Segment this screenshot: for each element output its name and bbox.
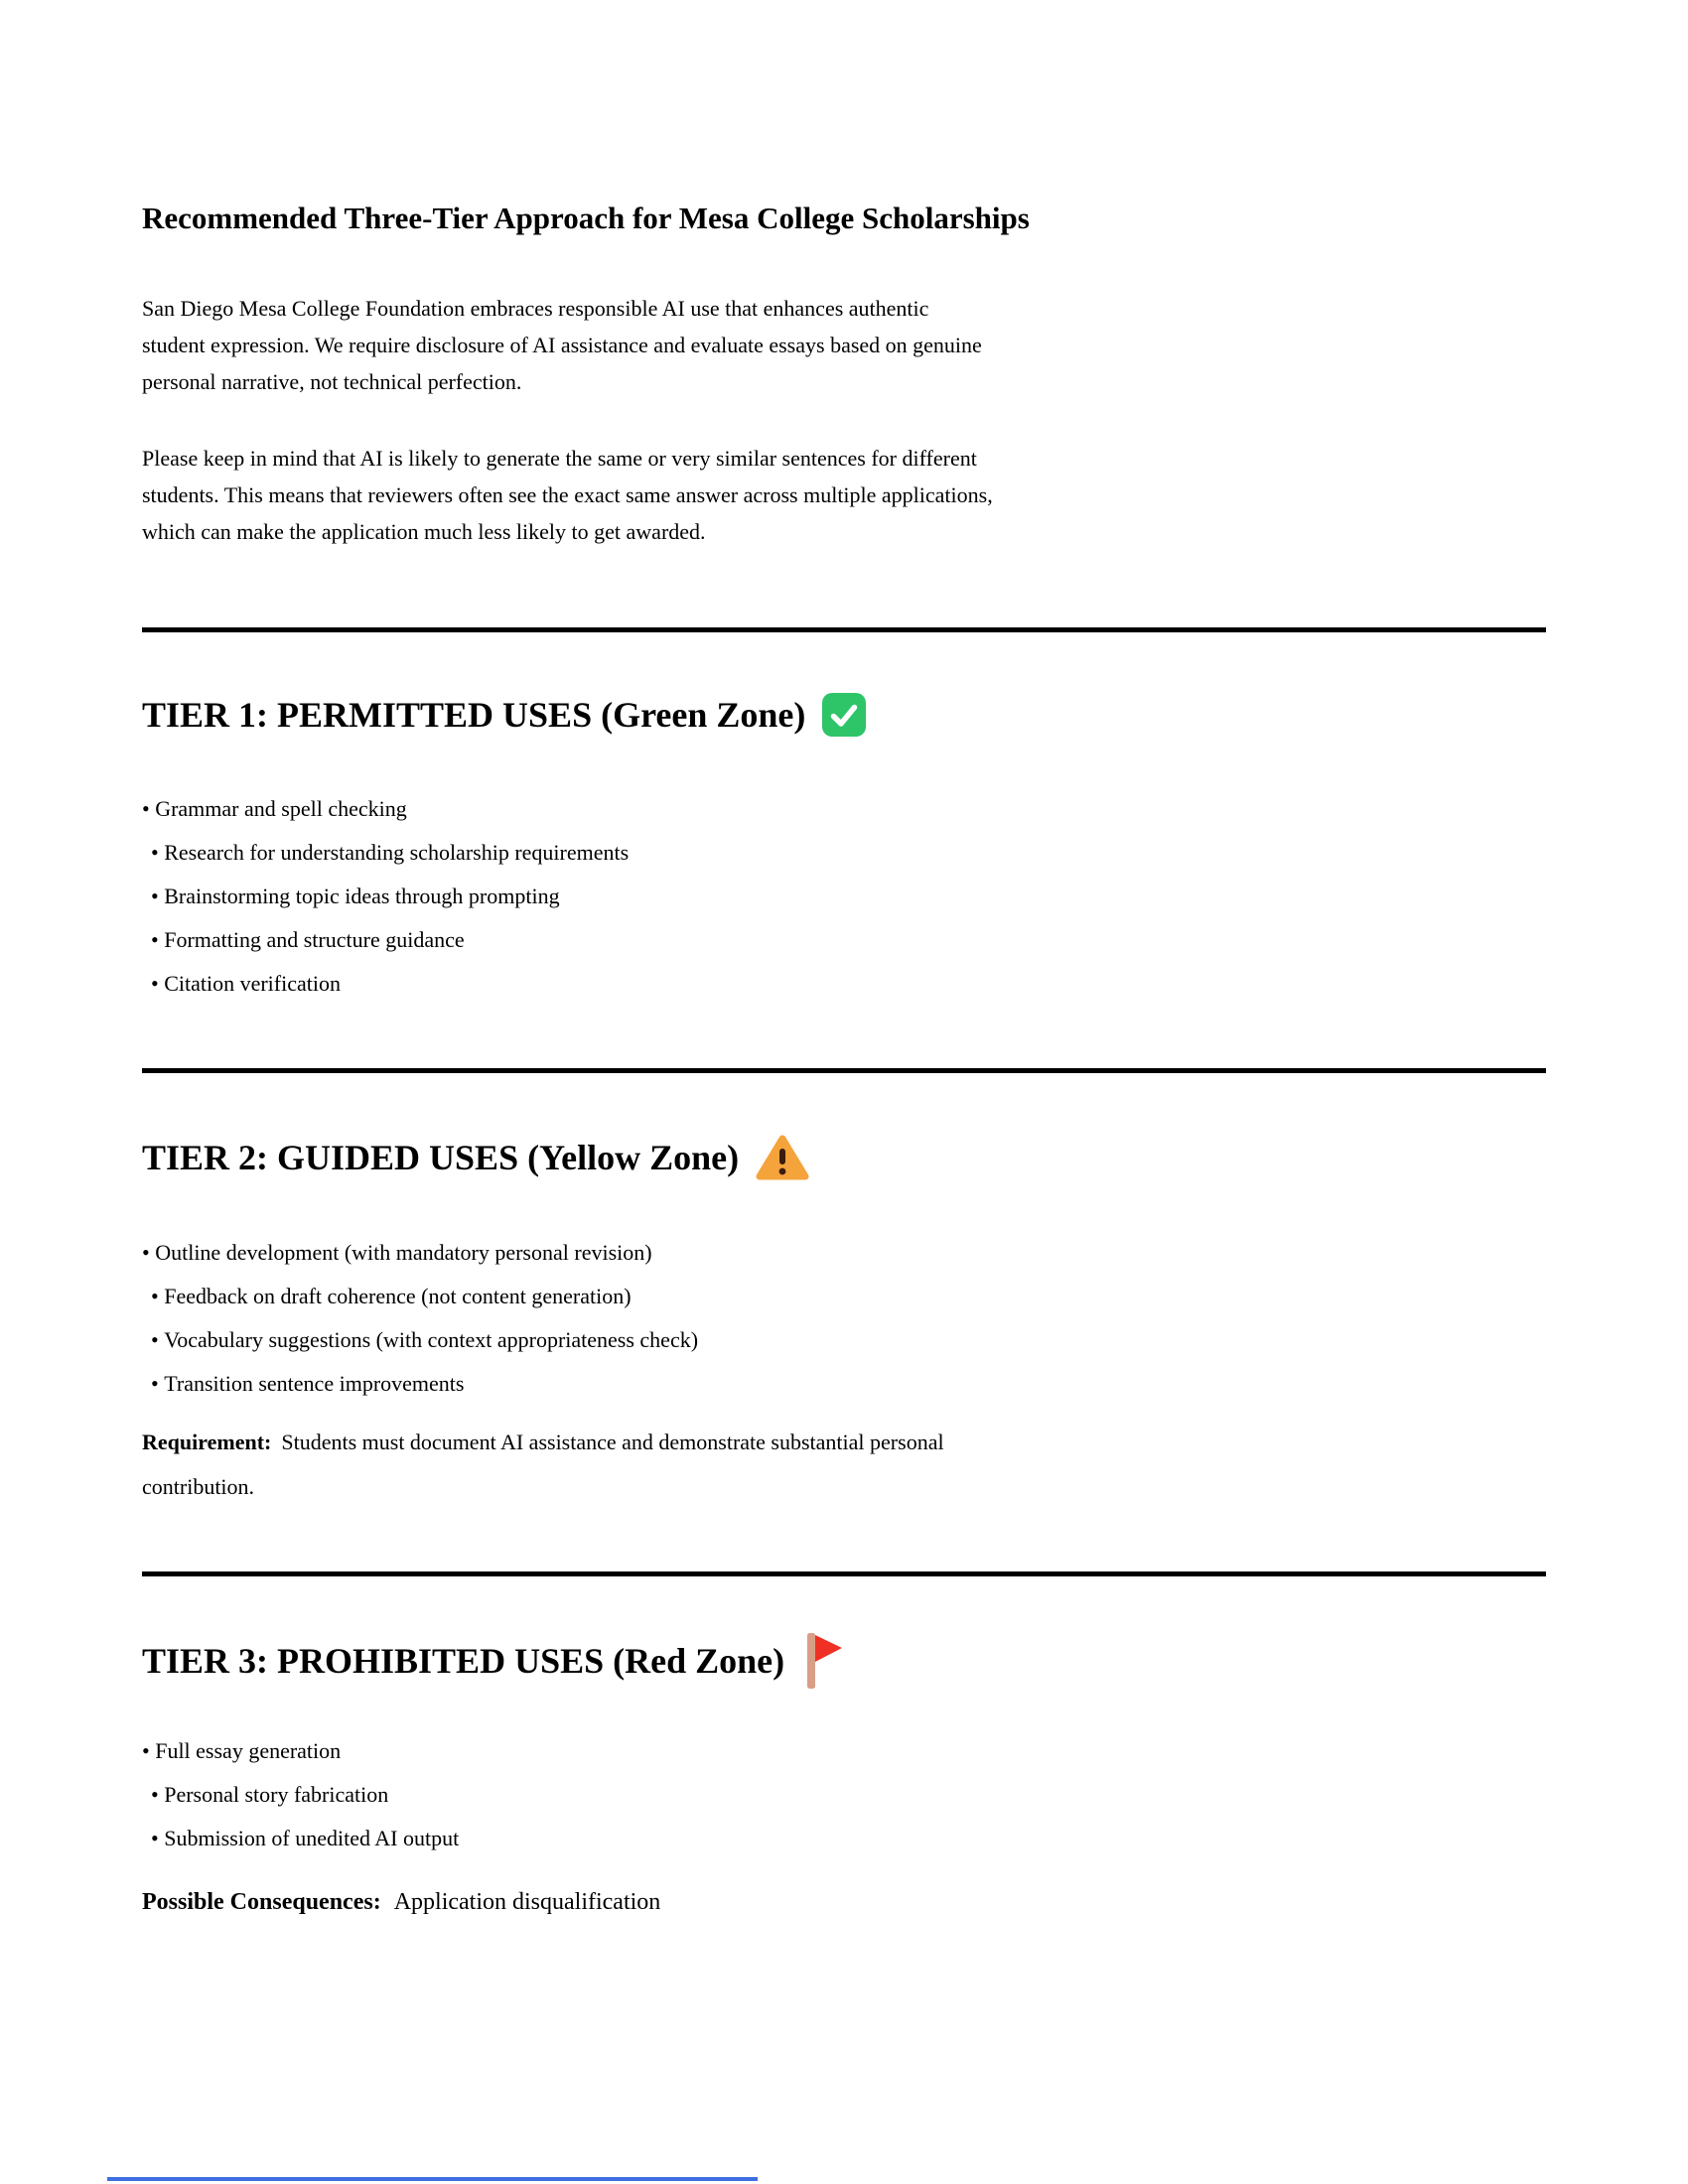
list-item: • Personal story fabrication [151, 1773, 1546, 1817]
requirement-label: Requirement: [142, 1430, 272, 1454]
section-divider [142, 1068, 1546, 1073]
list-item: • Full essay generation [142, 1729, 1546, 1773]
consequences-note [142, 1882, 1546, 1922]
tier1-heading [142, 692, 1546, 738]
requirement-text: Students must document AI assistance and demonstrate substantial personal [281, 1430, 944, 1454]
check-icon [821, 692, 867, 738]
cutoff-blue-rule [107, 2177, 758, 2181]
section-divider [142, 1571, 1546, 1576]
list-item: • Vocabulary suggestions (with context appropriateness check) [151, 1318, 1546, 1362]
flag-icon [800, 1631, 844, 1691]
tier3-heading [142, 1638, 1546, 1684]
tier1-list [142, 787, 1546, 1006]
consequences-label: Possible Consequences: [142, 1889, 381, 1915]
list-item: • Outline development (with mandatory personal revision) [142, 1231, 1546, 1275]
tier3-heading-text: TIER 3: PROHIBITED USES (Red Zone) [142, 1641, 785, 1681]
paragraph-line: student expression. We require disclosure of AI assistance and evaluate essays based on genuine [142, 333, 982, 357]
note-paragraph [142, 440, 1546, 550]
list-item: • Brainstorming topic ideas through prompting [151, 875, 1546, 918]
list-item: • Grammar and spell checking [142, 787, 1546, 831]
requirement-note [142, 1420, 1546, 1509]
list-item: • Formatting and structure guidance [151, 918, 1546, 962]
tier2-heading [142, 1135, 1546, 1180]
paragraph-line: San Diego Mesa College Foundation embraces responsible AI use that enhances authentic [142, 296, 929, 321]
paragraph-line: personal narrative, not technical perfection. [142, 369, 522, 394]
paragraph-line: Please keep in mind that AI is likely to generate the same or very similar sentences for different [142, 446, 977, 471]
section-divider [142, 627, 1546, 632]
document-content [142, 201, 1546, 1922]
page-title: Recommended Three-Tier Approach for Mesa College Scholarships [142, 201, 1030, 235]
list-item: • Submission of unedited AI output [151, 1817, 1546, 1860]
tier1-heading-text: TIER 1: PERMITTED USES (Green Zone) [142, 695, 806, 735]
callout-line: contribution. [142, 1474, 255, 1499]
warning-icon [755, 1133, 810, 1182]
tier3-list [142, 1729, 1546, 1860]
list-item: • Feedback on draft coherence (not content generation) [151, 1275, 1546, 1318]
callout-line [142, 1882, 1546, 1922]
paragraph-line: students. This means that reviewers often see the exact same answer across multiple applications, [142, 482, 993, 507]
tier2-heading-text: TIER 2: GUIDED USES (Yellow Zone) [142, 1138, 740, 1177]
intro-paragraph [142, 290, 1546, 400]
list-item: • Research for understanding scholarship requirements [151, 831, 1546, 875]
list-item: • Transition sentence improvements [151, 1362, 1546, 1406]
paragraph-line: which can make the application much less likely to get awarded. [142, 519, 706, 544]
consequences-text: Application disqualification [393, 1889, 661, 1915]
tier2-list [142, 1231, 1546, 1406]
list-item: • Citation verification [151, 962, 1546, 1006]
callout-line [142, 1420, 1546, 1464]
